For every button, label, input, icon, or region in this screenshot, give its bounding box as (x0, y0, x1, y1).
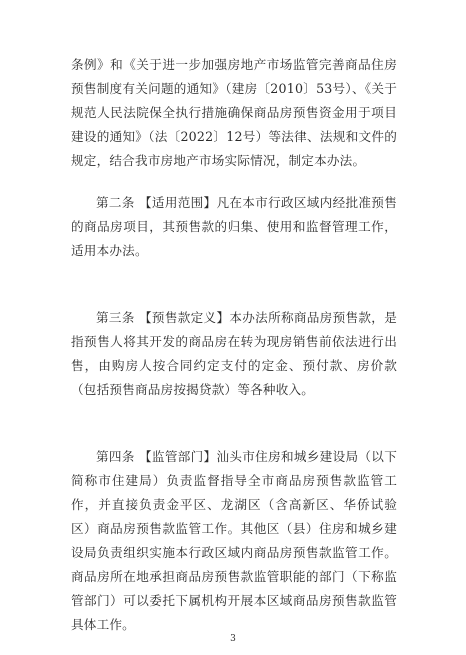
page-number: 3 (230, 634, 236, 644)
article-4-paragraph: 第四条 【监管部门】汕头市住房和城乡建设局（以下简称市住建局）负责监督指导全市商品房预售款监管工作，并直接负责金平区、龙湖区（含高新区、华侨试验区）商品房预售款监管工作。其他区（县）住房和城乡建设局负责组织实施本行政区域内商品房预售款监管工作。商品房所在地承担商品房预售款监管职能的部门（下称监管部门）可以委托下属机构开展本区域商品房预售款监管具体工作。 (71, 449, 397, 632)
article-2-paragraph: 第二条 【适用范围】凡在本市行政区域内经批准预售的商品房项目，其预售款的归集、使用和监督管理工作，适用本办法。 (71, 195, 397, 258)
article-3-paragraph: 第三条 【预售款定义】本办法所称商品房预售款，是指预售人将其开发的商品房在转为现房销售前依法进行出售，由购房人按合同约定支付的定金、预付款、房价款（包括预售商品房按揭贷款）等各种收入。 (71, 310, 397, 397)
paragraph-continuation: 条例》和《关于进一步加强房地产市场监管完善商品住房预售制度有关问题的通知》（建房〔2010〕53号）、《关于规范人民法院保全执行措施确保商品房预售资金用于项目建设的通知》（法〔2022〕12号）等法律、法规和文件的规定，结合我市房地产市场实际情况，制定本办法。 (71, 57, 397, 168)
